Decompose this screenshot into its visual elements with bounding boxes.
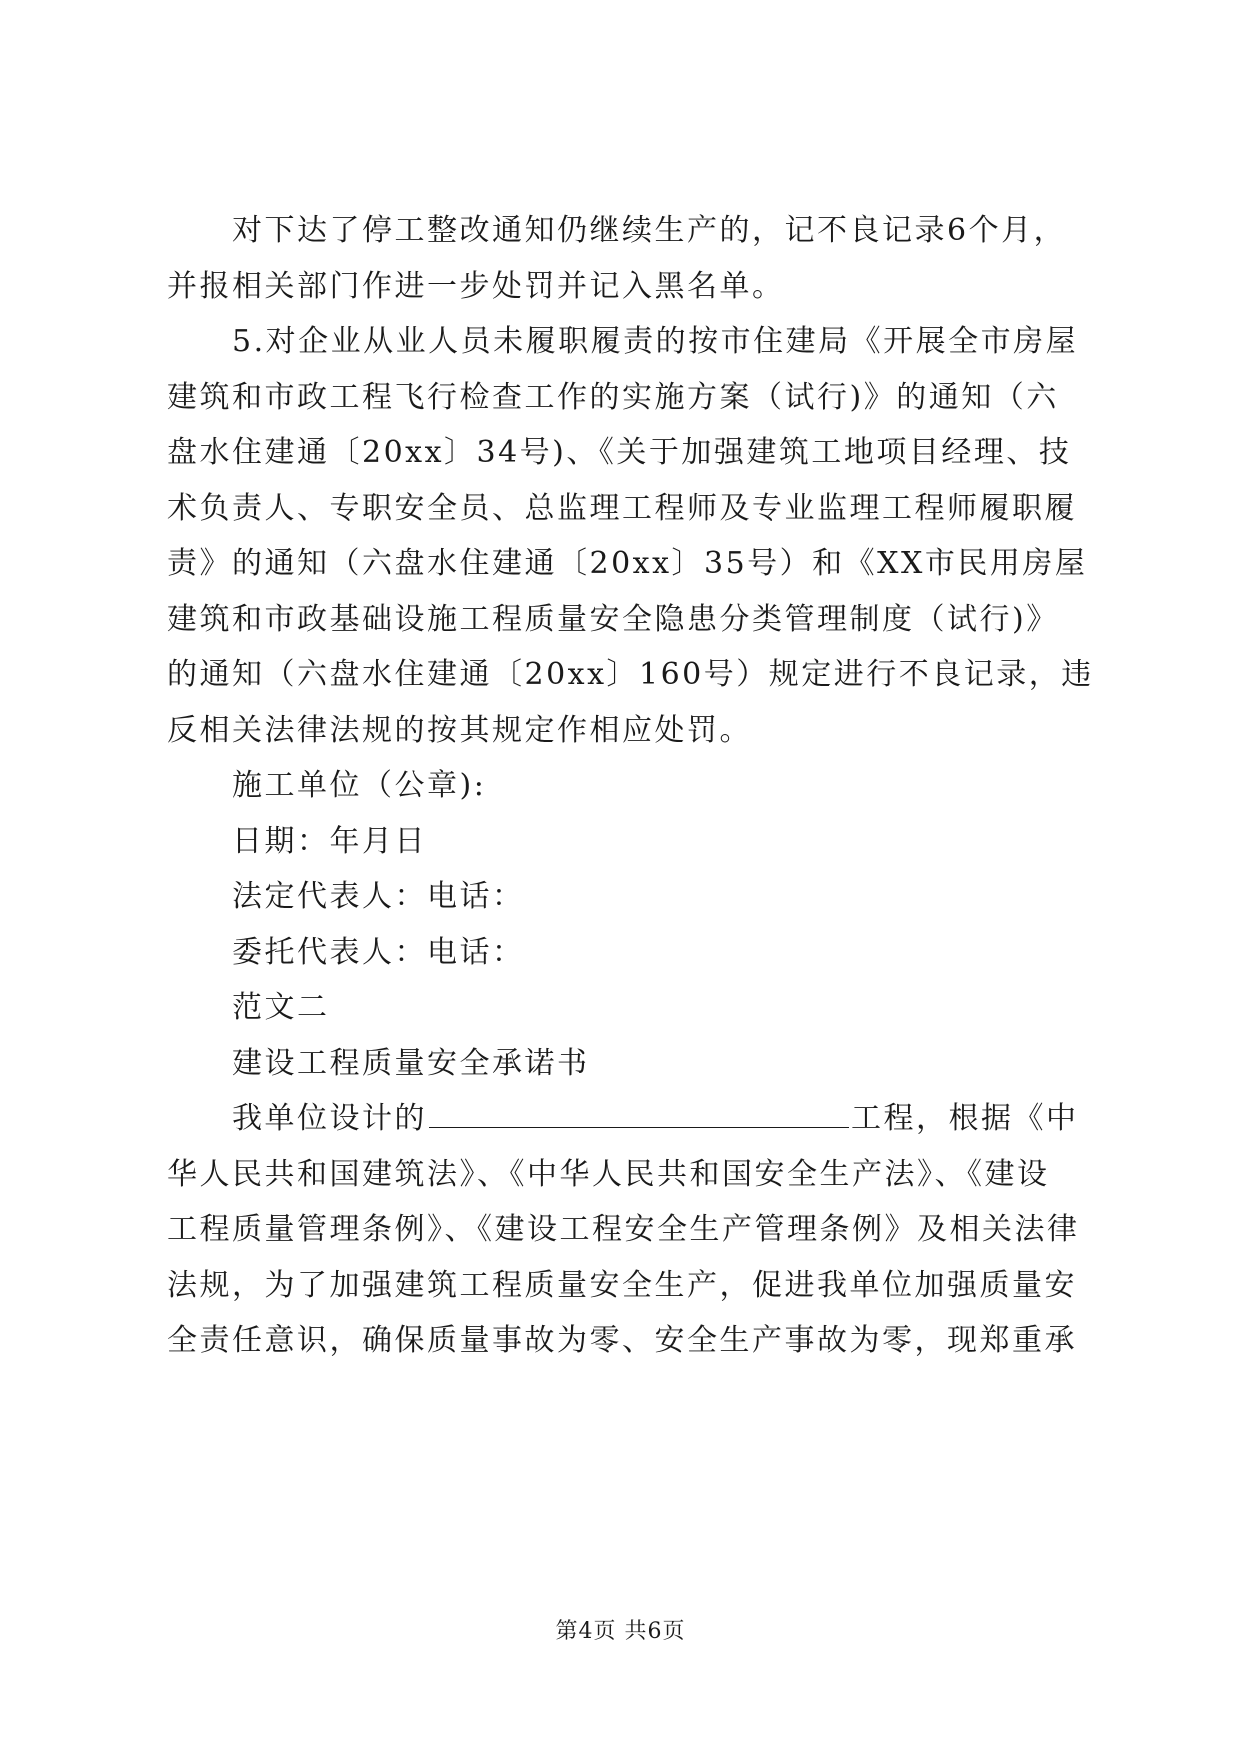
page-number: 第4页 共6页	[555, 1619, 686, 1644]
text-line: 并报相关部门作进一步处罚并记入黑名单。	[167, 269, 785, 304]
text-line: 华人民共和国建筑法》、《中华人民共和国安全生产法》、《建设	[167, 1157, 1050, 1192]
text-line: 法规，为了加强建筑工程质量安全生产，促进我单位加强质量安	[167, 1268, 1077, 1303]
text-line: 对下达了停工整改通知仍继续生产的，记不良记录6个月，	[232, 213, 1067, 248]
text-line: 建筑和市政基础设施工程质量安全隐患分类管理制度（试行)》	[167, 602, 1059, 637]
text-line: 盘水住建通〔20xx〕34号)、《关于加强建筑工地项目经理、技	[167, 435, 1072, 470]
authorized-representative-field: 委托代表人：电话：	[232, 935, 525, 970]
text-line: 反相关法律法规的按其规定作相应处罚。	[167, 713, 752, 748]
text-line: 的通知（六盘水住建通〔20xx〕160号）规定进行不良记录，违	[167, 657, 1094, 692]
text-segment: 工程，根据《中	[851, 1101, 1079, 1136]
text-line: 工程质量管理条例》、《建设工程安全生产管理条例》及相关法律	[167, 1212, 1080, 1247]
text-line: 建筑和市政工程飞行检查工作的实施方案（试行)》的通知（六	[167, 380, 1059, 415]
text-line: 5.对企业从业人员未履职履责的按市住建局《开展全市房屋	[232, 324, 1079, 359]
text-segment: 我单位设计的	[232, 1101, 427, 1136]
text-line: 术负责人、专职安全员、总监理工程师及专业监理工程师履职履	[167, 491, 1077, 526]
text-line: 责》的通知（六盘水住建通〔20xx〕35号）和《XX市民用房屋	[167, 546, 1088, 581]
date-field: 日期：年月日	[232, 824, 427, 859]
text-line: 全责任意识，确保质量事故为零、安全生产事故为零，现郑重承	[167, 1323, 1077, 1358]
section-heading: 范文二	[232, 990, 330, 1025]
signature-field: 施工单位（公章):	[232, 768, 487, 803]
text-line-with-blank	[232, 1099, 1092, 1139]
legal-representative-field: 法定代表人：电话：	[232, 879, 525, 914]
fill-in-blank	[429, 1101, 849, 1128]
document-title: 建设工程质量安全承诺书	[232, 1046, 590, 1081]
